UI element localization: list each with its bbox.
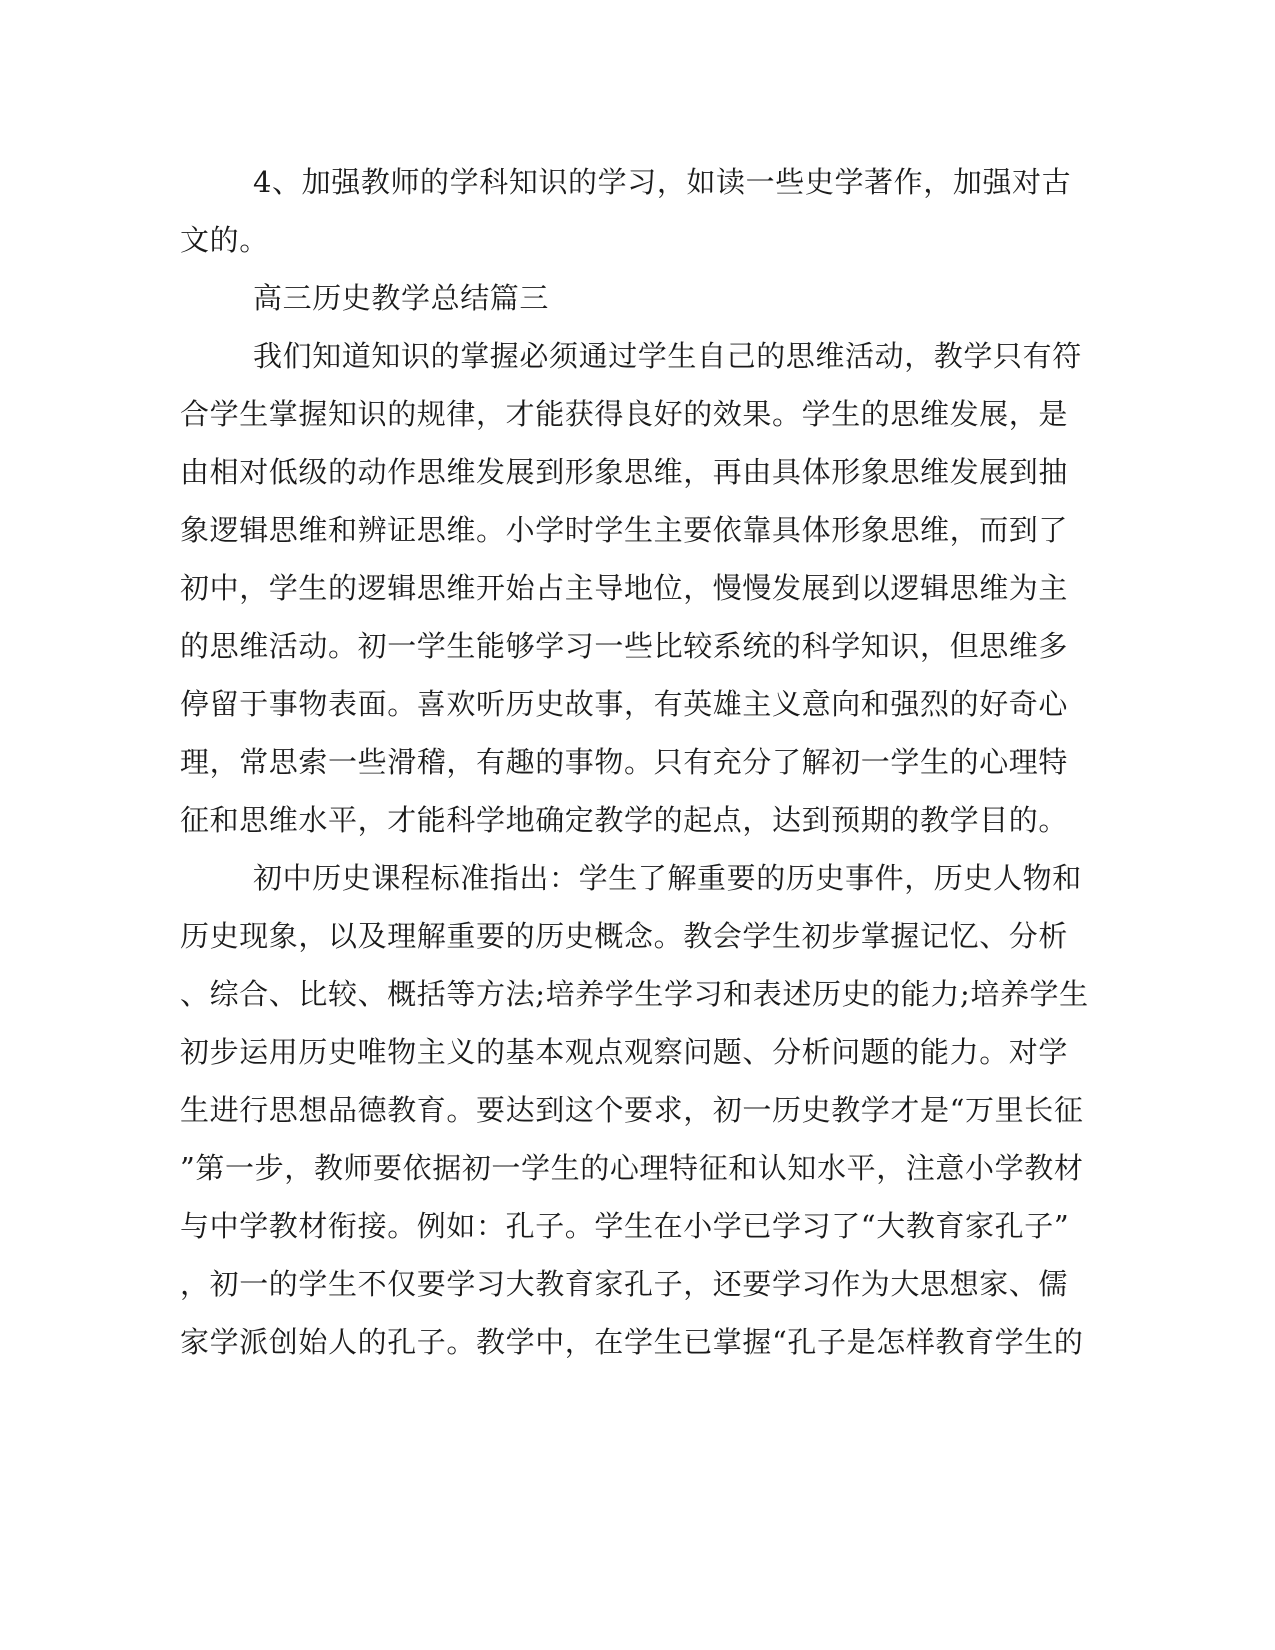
paragraph-line: ，初一的学生不仅要学习大教育家孔子，还要学习作为大思想家、儒	[180, 1267, 1069, 1301]
paragraph-line: 象逻辑思维和辨证思维。小学时学生主要依靠具体形象思维，而到了	[180, 513, 1069, 547]
paragraph-line: 初中，学生的逻辑思维开始占主导地位，慢慢发展到以逻辑思维为主	[180, 571, 1069, 605]
paragraph-line: ”第一步，教师要依据初一学生的心理特征和认知水平，注意小学教材	[180, 1151, 1084, 1185]
paragraph-line: 4、加强教师的学科知识的学习，如读一些史学著作，加强对古	[253, 165, 1072, 199]
paragraph-line: 初步运用历史唯物主义的基本观点观察问题、分析问题的能力。对学	[180, 1035, 1069, 1069]
paragraph-line: 理，常思索一些滑稽，有趣的事物。只有充分了解初一学生的心理特	[180, 745, 1069, 779]
paragraph-line: 初中历史课程标准指出：学生了解重要的历史事件，历史人物和	[253, 861, 1082, 895]
paragraph-line: 与中学教材衔接。例如：孔子。学生在小学已学习了“大教育家孔子”	[180, 1209, 1070, 1243]
paragraph-line: 的思维活动。初一学生能够学习一些比较系统的科学知识，但思维多	[180, 629, 1069, 663]
paragraph-line: 由相对低级的动作思维发展到形象思维，再由具体形象思维发展到抽	[180, 455, 1069, 489]
paragraph-line: 我们知道知识的掌握必须通过学生自己的思维活动，教学只有符	[253, 339, 1082, 373]
paragraph-line: 文的。	[180, 223, 269, 257]
paragraph-line: 历史现象，以及理解重要的历史概念。教会学生初步掌握记忆、分析	[180, 919, 1069, 953]
section-heading: 高三历史教学总结篇三	[253, 281, 550, 315]
paragraph-line: 家学派创始人的孔子。教学中，在学生已掌握“孔子是怎样教育学生的	[180, 1325, 1084, 1359]
paragraph-line: 、综合、比较、概括等方法;培养学生学习和表述历史的能力;培养学生	[180, 977, 1089, 1011]
paragraph-line: 停留于事物表面。喜欢听历史故事，有英雄主义意向和强烈的好奇心	[180, 687, 1069, 721]
paragraph-line: 生进行思想品德教育。要达到这个要求，初一历史教学才是“万里长征	[180, 1093, 1084, 1127]
paragraph-line: 征和思维水平，才能科学地确定教学的起点，达到预期的教学目的。	[180, 803, 1069, 837]
paragraph-line: 合学生掌握知识的规律，才能获得良好的效果。学生的思维发展，是	[180, 397, 1069, 431]
